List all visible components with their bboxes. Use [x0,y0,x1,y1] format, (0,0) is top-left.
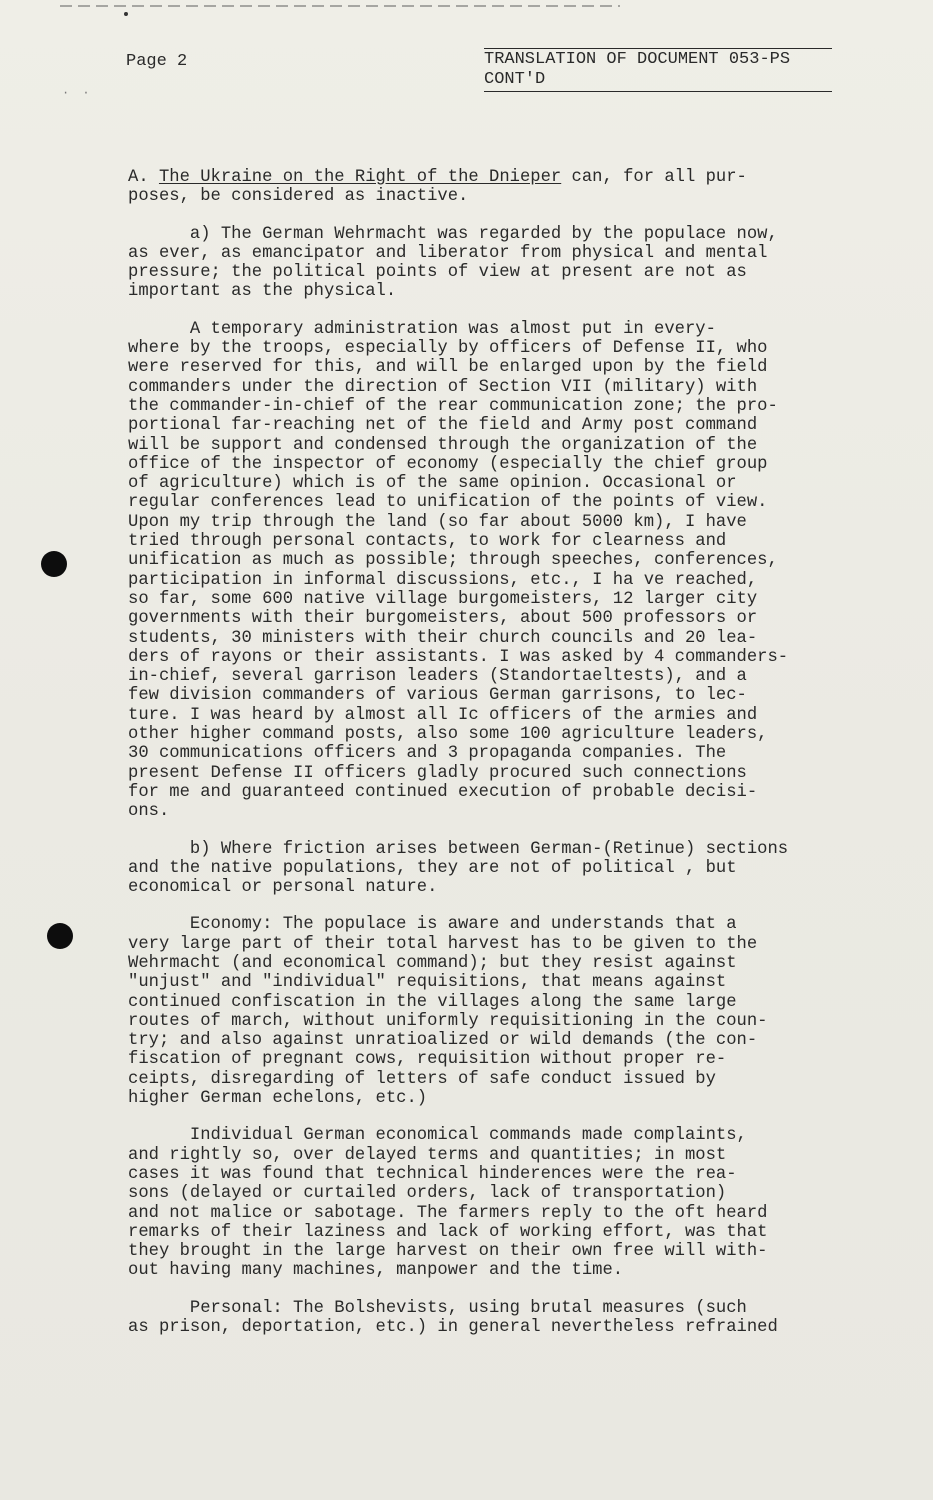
text-line: important as the physical. [128,282,397,302]
text-line: remarks of their laziness and lack of working effort, was that [128,1222,768,1242]
text-line: participation in informal discussions, etc., I ha ve reached, [128,570,758,590]
text-line: and not malice or sabotage. The farmers reply to the oft heard [128,1203,768,1223]
text-line: ders of rayons or their assistants. I was asked by 4 commanders- [128,647,789,667]
text-line: tried through personal contacts, to work for clearness and [128,532,727,552]
text-line: A temporary administration was almost put in every- [128,319,716,339]
paragraph-personal [128,1299,868,1338]
text-line: cases it was found that technical hinderences were the rea- [128,1164,737,1184]
text-line: pressure; the political points of view at present are not as [128,263,747,283]
text-line: ons. [128,802,170,822]
punch-hole-bottom [47,923,73,949]
text-line: they brought in the large harvest on their own free will with- [128,1242,768,1262]
paragraph-economy [128,915,868,1108]
text-line: out having many machines, manpower and the time. [128,1261,624,1281]
ink-dot [124,12,128,16]
text-line: Personal: The Bolshevists, using brutal measures (such [128,1298,747,1318]
document-body [128,168,868,1355]
text-line: unification as much as possible; through speeches, conferences, [128,551,778,571]
text-line: will be support and condensed through the organization of the [128,435,758,455]
page-number: Page 2 [126,52,188,71]
text-line: regular conferences lead to unification of the points of view. [128,493,768,513]
document-header [484,48,832,92]
section-a-heading [128,168,868,207]
top-edge-marks [60,5,620,7]
text-line: as prison, deportation, etc.) in general nevertheless refrained [128,1318,778,1338]
text-line: governments with their burgomeisters, about 500 professors or [128,609,758,629]
section-text-line: poses, be considered as inactive. [128,187,469,207]
text-line: portional far-reaching net of the field and Army post command [128,416,758,436]
text-line: continued confiscation in the villages along the same large [128,992,737,1012]
text-line: sons (delayed or curtailed orders, lack of transportation) [128,1184,727,1204]
text-line: 30 communications officers and 3 propaganda companies. The [128,744,727,764]
text-line: try; and also against unratioalized or wild demands (the con- [128,1031,758,1051]
section-text: can, for all pur- [561,168,747,187]
text-line: and the native populations, they are not of political , but [128,858,737,878]
text-line: very large part of their total harvest has to be given to the [128,934,758,954]
text-line: economical or personal nature. [128,878,438,898]
text-line: were reserved for this, and will be enlarged upon by the field [128,358,768,378]
text-line: where by the troops, especially by officers of Defense II, who [128,339,768,359]
text-line: ture. I was heard by almost all Ic officers of the armies and [128,705,758,725]
text-line: Individual German economical commands made complaints, [128,1126,747,1146]
text-line: ceipts, disregarding of letters of safe conduct issued by [128,1069,716,1089]
section-letter: A. [128,168,159,187]
text-line: for me and guaranteed continued execution of probable decisi- [128,782,758,802]
text-line: Upon my trip through the land (so far about 5000 km), I have [128,512,747,532]
paragraph-a [128,225,868,302]
text-line: fiscation of pregnant cows, requisition without proper re- [128,1050,727,1070]
text-line: other higher command posts, also some 100 agriculture leaders, [128,725,768,745]
text-line: students, 30 ministers with their church councils and 20 lea- [128,628,758,648]
punch-hole-top [41,551,67,577]
paragraph-b [128,840,868,898]
section-title: The Ukraine on the Right of the Dnieper [158,168,562,187]
text-line: as ever, as emancipator and liberator from physical and mental [128,243,768,263]
text-line: so far, some 600 native village burgomeisters, 12 larger city [128,589,758,609]
text-line: commanders under the direction of Section VII (military) with [128,377,758,397]
text-line: Wehrmacht (and economical command); but they resist against [128,953,737,973]
text-line: Economy: The populace is aware and understands that a [128,915,737,935]
text-line: few division commanders of various German garrisons, to lec- [128,686,747,706]
text-line: of agriculture) which is of the same opinion. Occasional or [128,474,737,494]
header-title: TRANSLATION OF DOCUMENT 053-PS [484,48,832,70]
paragraph-administration [128,320,868,822]
text-line: routes of march, without uniformly requisitioning in the coun- [128,1011,768,1031]
header-continued: CONT'D [484,70,832,92]
text-line: and rightly so, over delayed terms and quantities; in most [128,1145,727,1165]
text-line: higher German echelons, etc.) [128,1089,428,1109]
ink-smudge: · · [62,86,93,100]
text-line: present Defense II officers gladly procured such connections [128,763,747,783]
text-line: "unjust" and "individual" requisitions, that means against [128,973,727,993]
text-line: in-chief, several garrison leaders (Standortaeltests), and a [128,667,747,687]
text-line: the commander-in-chief of the rear communication zone; the pro- [128,396,778,416]
text-line: a) The German Wehrmacht was regarded by the populace now, [128,224,778,244]
text-line: office of the inspector of economy (especially the chief group [128,454,768,474]
text-line: b) Where friction arises between German-(Retinue) sections [128,839,789,859]
paragraph-individual [128,1126,868,1280]
